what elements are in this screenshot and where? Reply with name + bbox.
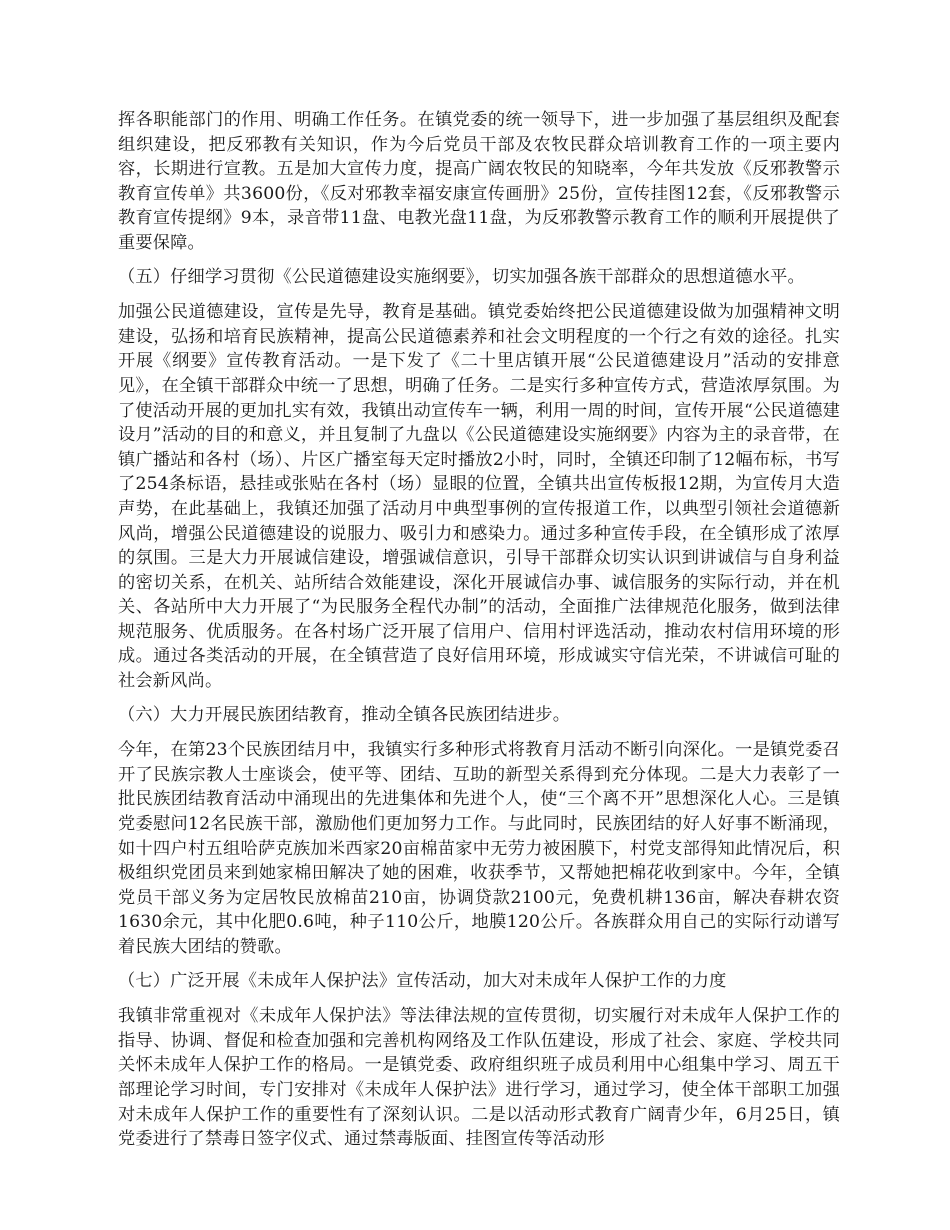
document-page — [118, 108, 840, 1161]
paragraph-ethnic-unity: 今年，在第23个民族团结月中，我镇实行多种形式将教育月活动不断引向深化。一是镇党委召开了民族宗教人士座谈会，使平等、团结、互助的新型关系得到充分体现。二是大力表彰了一批民族团结教育活动中涌现出的先进集体和先进个人，使“三个离不开”思想深化人心。三是镇党委慰问12名民族干部，激励他们更加努力工作。与此同时，民族团结的好人好事不断涌现，如十四户村五组哈萨克族加米西家20亩棉苗家中无劳力被困膜下，村党支部得知此情况后，积极组织党团员来到她家棉田解决了她的困难，收获季节，又帮她把棉花收到家中。今年，全镇党员干部义务为定居牧民放棉苗210亩，协调贷款2100元，免费机耕136亩，解决春耕农资1630余元，其中化肥0.6吨，种子110公斤，地膜120公斤。各族群众用自己的实际行动谱写着民族大团结的赞歌。 — [118, 740, 840, 957]
paragraph-anti-cult-publicity: 挥各职能部门的作用、明确工作任务。在镇党委的统一领导下，进一步加强了基层组织及配套组织建设，把反邪教有关知识，作为今后党员干部及农牧民群众培训教育工作的一项主要内容，长期进行宣教。五是加大宣传力度，提高广阔农牧民的知晓率，今年共发放《反邪教警示教育宣传单》共3600份，《反对邪教幸福安康宣传画册》25份，宣传挂图12套，《反邪教警示教育宣传提纲》9本，录音带11盘、电教光盘11盘，为反邪教警示教育工作的顺利开展提供了重要保障。 — [118, 110, 840, 253]
paragraph-civic-morality: 加强公民道德建设，宣传是先导，教育是基础。镇党委始终把公民道德建设做为加强精神文明建设，弘扬和培育民族精神，提高公民道德素养和社会文明程度的一个行之有效的途径。扎实开展《纲要》宣传教育活动。一是下发了《二十里店镇开展“公民道德建设月”活动的安排意见》，在全镇干部群众中统一了思想，明确了任务。二是实行多种宣传方式，营造浓厚氛围。为了使活动开展的更加扎实有效，我镇出动宣传车一辆，利用一周的时间，宣传开展“公民道德建设月”活动的目的和意义，并且复制了九盘以《公民道德建设实施纲要》内容为主的录音带，在镇广播站和各村（场）、片区广播室每天定时播放2小时，同时，全镇还印制了12幅布标，书写了254条标语，悬挂或张贴在各村（场）显眼的位置，全镇共出宣传板报12期，为宣传月大造声势，在此基础上，我镇还加强了活动月中典型事例的宣传报道工作，以典型引领社会道德新风尚，增强公民道德建设的说服力、吸引力和感染力。通过多种宣传手段，在全镇形成了浓厚的氛围。三是大力开展诚信建设，增强诚信意识，引导干部群众切实认识到讲诚信与自身利益的密切关系，在机关、站所结合效能建设，深化开展诚信办事、诚信服务的实际行动，并在机关、各站所中大力开展了“为民服务全程代办制”的活动，全面推广法律规范化服务，做到法律规范服务、优质服务。在各村场广泛开展了信用户、信用村评选活动，推动农村信用环境的形成。通过各类活动的开展，在全镇营造了良好信用环境，形成诚实守信光荣，不讲诚信可耻的社会新风尚。 — [118, 302, 840, 692]
section-heading-7: （七）广泛开展《未成年人保护法》宣传活动，加大对未成年人保护工作的力度 — [118, 970, 727, 991]
section-heading-5: （五）仔细学习贯彻《公民道德建设实施纲要》，切实加强各族干部群众的思想道德水平。 — [118, 266, 805, 287]
paragraph-minor-protection: 我镇非常重视对《未成年人保护法》等法律法规的宣传贯彻，切实履行对未成年人保护工作的指导、协调、督促和检查加强和完善机构网络及工作队伍建设，形成了社会、家庭、学校共同关怀未成年人保护工作的格局。一是镇党委、政府组织班子成员利用中心组集中学习、周五干部理论学习时间，专门安排对《未成年人保护法》进行学习，通过学习，使全体干部职工加强对未成年人保护工作的重要性有了深刻认识。二是以活动形式教育广阔青少年，6月25日，镇党委进行了禁毒日签字仪式、通过禁毒版面、挂图宣传等活动形 — [118, 1006, 840, 1150]
section-heading-6: （六）大力开展民族团结教育，推动全镇各民族团结进步。 — [118, 704, 571, 725]
